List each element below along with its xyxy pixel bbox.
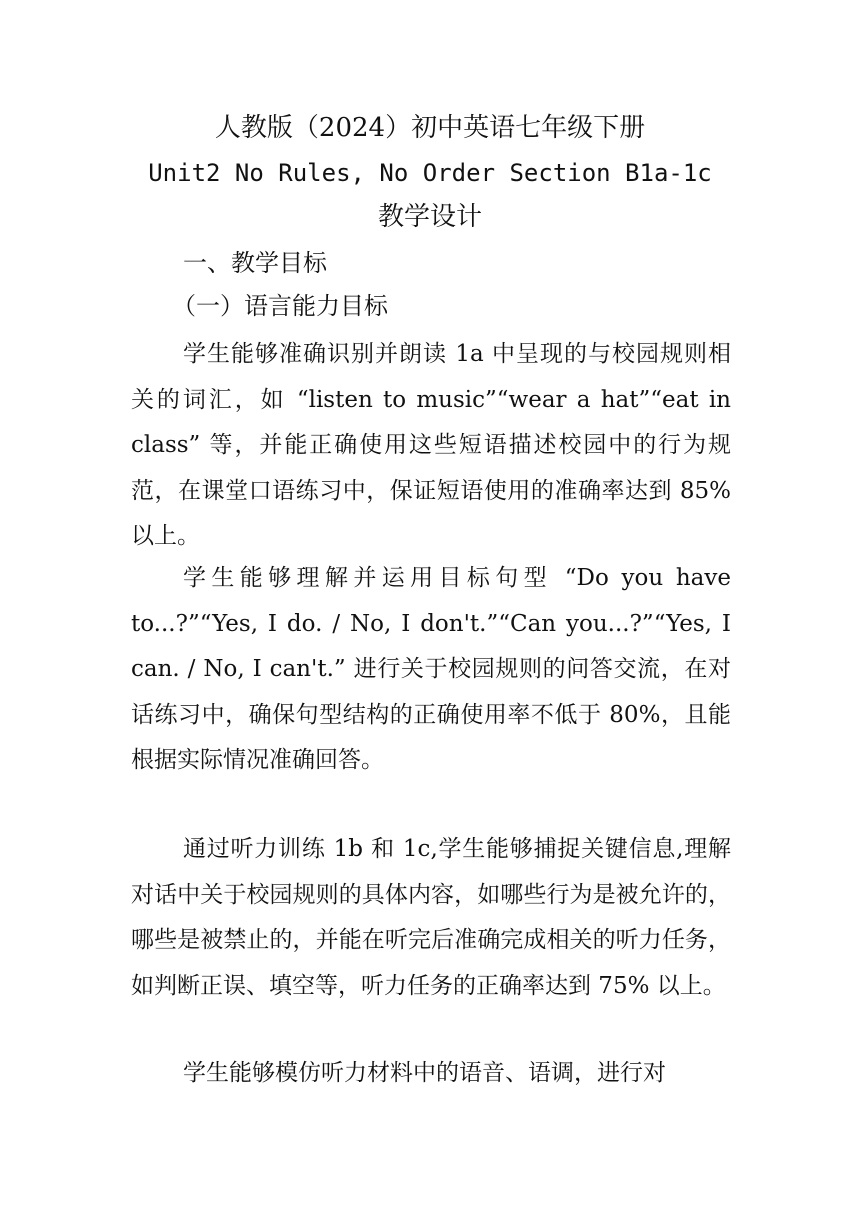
subsection-heading: （一）语言能力目标 [172, 292, 388, 320]
paragraph-4: 学生能够模仿听力材料中的语音、语调，进行对 [183, 1060, 666, 1086]
section-heading: 一、教学目标 [183, 249, 327, 277]
document-title-line-2: Unit2 No Rules, No Order Section B1a-1c [148, 159, 712, 187]
document-title-line-3: 教学设计 [377, 202, 482, 232]
paragraph-3: 通过听力训练 1b 和 1c,学生能够捕捉关键信息,理解对话中关于校园规则的具体内容，如哪些行为是被允许的，哪些是被禁止的，并能在听完后准确完成相关的听力任务，如判断正误、填空等，听力任务的正确率达到 75% 以上。 [131, 836, 731, 999]
paragraph-1: 学生能够准确识别并朗读 1a 中呈现的与校园规则相关的词汇，如 “listen to music”“wear a hat”“eat in class” 等，并能正确使用这些短语描述校园中的行为规范，在课堂口语练习中，保证短语使用的准确率达到 85% 以上。 [131, 341, 731, 549]
paragraph-2: 学生能够理解并运用目标句型 “Do you have to...?”“Yes, I do. / No, I don't.”“Can you...?”“Yes, I can. / No, I can't.” 进行关于校园规则的问答交流，在对话练习中，确保句型结构的正确使用率不低于 80%，且能根据实际情况准确回答。 [131, 565, 731, 773]
document-title-line-1: 人教版（2024）初中英语七年级下册 [214, 113, 646, 143]
